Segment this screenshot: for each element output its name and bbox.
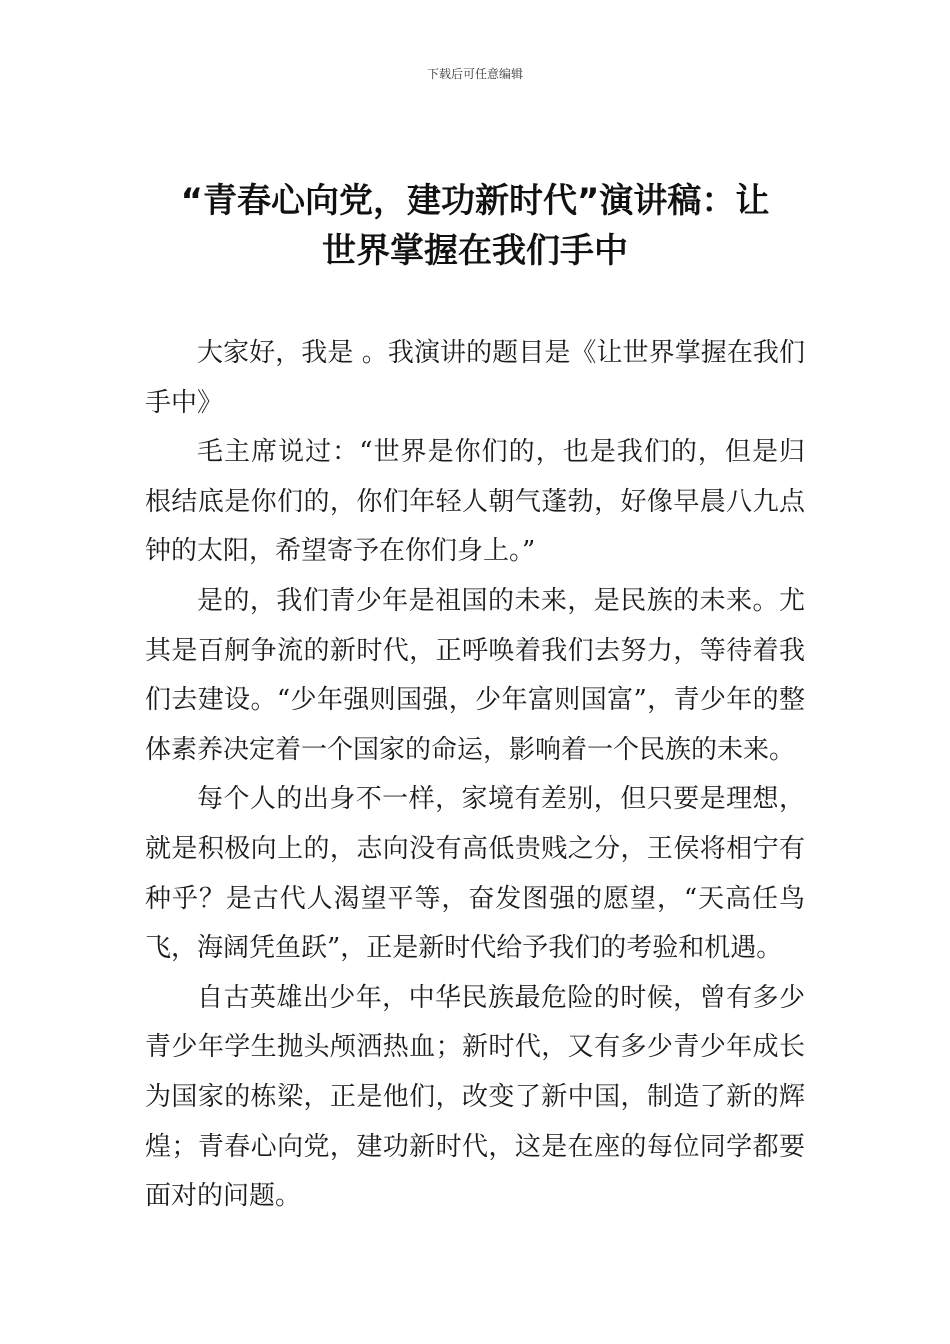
paragraph-quote: 毛主席说过：“世界是你们的，也是我们的，但是归根结底是你们的，你们年轻人朝气蓬勃，好像早晨八九点钟的太阳，希望寄予在你们身上。” xyxy=(145,437,805,567)
document-title xyxy=(140,176,810,276)
document-title-line-2: 世界掌握在我们手中 xyxy=(322,231,628,271)
document-body xyxy=(145,329,805,1222)
page-header-note: 下载后可任意编辑 xyxy=(426,67,523,81)
paragraph-greeting: 大家好，我是 。我演讲的题目是《让世界掌握在我们手中》 xyxy=(145,338,805,418)
paragraph-heroes: 自古英雄出少年，中华民族最危险的时候，曾有多少青少年学生抛头颅洒热血；新时代，又有多少青少年成长为国家的栋梁，正是他们，改变了新中国，制造了新的辉煌；青春心向党，建功新时代，这是在座的每位同学都要面对的问题。 xyxy=(145,982,805,1212)
paragraph-ideals: 每个人的出身不一样，家境有差别，但只要是理想，就是积极向上的，志向没有高低贵贱之分，王侯将相宁有种乎？是古代人渴望平等，奋发图强的愿望，“天高任鸟飞，海阔凭鱼跃”，正是新时代给予我们的考验和机遇。 xyxy=(145,784,805,964)
document-title-line-1: “青春心向党，建功新时代”演讲稿：让 xyxy=(180,181,770,221)
paragraph-youth-future: 是的，我们青少年是祖国的未来，是民族的未来。尤其是百舸争流的新时代，正呼唤着我们去努力，等待着我们去建设。“少年强则国强，少年富则国富”，青少年的整体素养决定着一个国家的命运，影响着一个民族的未来。 xyxy=(145,585,805,765)
